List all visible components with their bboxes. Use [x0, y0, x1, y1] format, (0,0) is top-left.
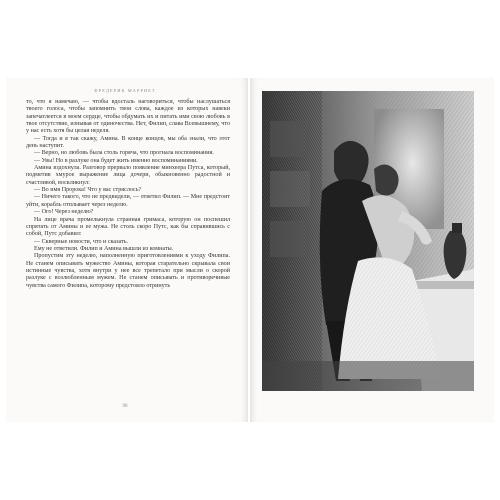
- paragraph: — Увы! Но в разлуке она будет жить именно воспоминаниями.: [34, 157, 198, 164]
- paragraph: — Верно, но любовь была столь горяча, что прогнала воспоминания.: [34, 150, 214, 157]
- paragraph: На лице врача промелькнула странная гримаса, которую он поспешил спрятать от Амины и ее мужа. Не столь скоро Путс, как бы справившись с собой, Путс добавил:: [26, 216, 230, 238]
- body-text: [26, 99, 230, 290]
- paragraph: — Тогда и я так скажу, Амина. В конце концов, мы оба знали, что этот день наступит.: [26, 135, 230, 150]
- engraving-icon: [262, 91, 474, 391]
- paragraph: Ему не ответили. Филип и Амина вышли из комнаты.: [34, 245, 174, 252]
- paragraph: то, что я намечаю, — чтобы вдосталь наговориться, чтобы наслушаться твоего голоса, чтобы запомнить твои слова, каждое из которых навеки запечатлеется в моем сердце, чтобы обдумать их и питать ими свою любовь в твое отсутствие, изнывая от одиночества. Нет, Филип, слава Всевышнему, что у нас есть хотя бы целая неделя.: [26, 99, 230, 135]
- paragraph: — Во имя Пророка! Что у вас стряслось?: [34, 187, 142, 194]
- paragraph: — Скверные новости, что и сказать.: [34, 238, 129, 245]
- page-number: 90: [122, 404, 128, 409]
- engraving-illustration: [262, 91, 474, 391]
- paragraph: — Ничего такого, что не предвидели, — ответил Филип. — Мне предстоит уйти, корабль отплывает через неделю.: [26, 194, 230, 208]
- paragraph: Пропустим эту неделю, наполненную приготовлениями к уходу Филипа. Не станем описывать мужество Амины, которая старательно скрывала свои истинные чувства, хотя внутри у нее все трепетало при мысли о скорой разлуке с возлюбленным мужем. Не станем описывать и противоречивые чувства самого Филипа, которому предстояло отринуть: [26, 253, 230, 289]
- paragraph: — Ого! Через неделю?: [34, 209, 94, 216]
- running-head: ФРЕДЕРИК МАРРИЕТ: [94, 88, 156, 93]
- paragraph: Амина вздохнула. Разговор прервало появление минхеера Путса, который, подметив хмурое выражение лица дочери, обыкновенно радостной и счастливой, воскликнул:: [26, 165, 230, 186]
